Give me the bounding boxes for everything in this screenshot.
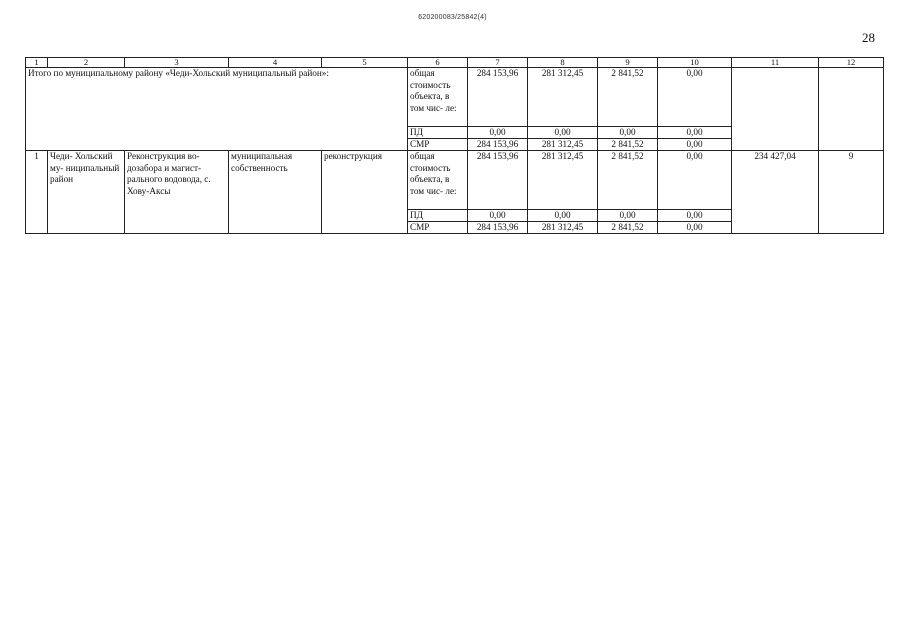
empty-cell <box>732 68 819 151</box>
value-cell: 0,00 <box>528 127 598 139</box>
value-cell: 2 841,52 <box>598 222 658 234</box>
value-cell: 281 312,45 <box>528 68 598 127</box>
item-col11-value: 234 427,04 <box>732 151 819 234</box>
value-cell: 2 841,52 <box>598 139 658 151</box>
document-number: 620200083/25842(4) <box>418 14 487 21</box>
value-cell: 0,00 <box>658 210 732 222</box>
value-cell: 284 153,96 <box>468 139 528 151</box>
column-header: 8 <box>528 58 598 68</box>
value-cell: 0,00 <box>658 222 732 234</box>
value-cell: 281 312,45 <box>528 139 598 151</box>
value-cell: 284 153,96 <box>468 151 528 210</box>
column-header: 12 <box>819 58 884 68</box>
value-cell: 281 312,45 <box>528 222 598 234</box>
cost-type-cell: ПД <box>408 127 468 139</box>
cost-type-cell: общая стоимость объекта, в том чис- ле: <box>408 68 468 127</box>
item-col12-value: 9 <box>819 151 884 234</box>
column-header: 5 <box>322 58 408 68</box>
column-header: 2 <box>48 58 125 68</box>
cost-type-cell: СМР <box>408 222 468 234</box>
page-number: 28 <box>862 30 875 45</box>
item-ownership: муниципальная собственность <box>229 151 322 234</box>
value-cell: 284 153,96 <box>468 68 528 127</box>
value-cell: 284 153,96 <box>468 222 528 234</box>
value-cell: 281 312,45 <box>528 151 598 210</box>
item-row <box>26 151 884 210</box>
value-cell: 0,00 <box>598 210 658 222</box>
investment-table <box>25 57 884 234</box>
column-header: 10 <box>658 58 732 68</box>
item-object: Реконструкция во- дозабора и магист- рального водовода, с. Хову-Аксы <box>125 151 229 234</box>
value-cell: 2 841,52 <box>598 68 658 127</box>
column-header: 4 <box>229 58 322 68</box>
total-label: Итого по муниципальному району «Чеди-Хольский муниципальный район»: <box>26 68 408 151</box>
value-cell: 0,00 <box>658 151 732 210</box>
cost-type-cell: СМР <box>408 139 468 151</box>
column-header: 9 <box>598 58 658 68</box>
empty-cell <box>819 68 884 151</box>
cost-type-cell: ПД <box>408 210 468 222</box>
value-cell: 0,00 <box>468 210 528 222</box>
cost-type-cell: общая стоимость объекта, в том чис- ле: <box>408 151 468 210</box>
column-header: 11 <box>732 58 819 68</box>
item-index: 1 <box>26 151 48 234</box>
item-work-type: реконструкция <box>322 151 408 234</box>
value-cell: 0,00 <box>658 127 732 139</box>
value-cell: 0,00 <box>658 139 732 151</box>
value-cell: 0,00 <box>528 210 598 222</box>
column-header: 1 <box>26 58 48 68</box>
value-cell: 0,00 <box>658 68 732 127</box>
item-district: Чеди- Хольский му- ниципальный район <box>48 151 125 234</box>
column-header: 7 <box>468 58 528 68</box>
total-row <box>26 68 884 127</box>
column-number-row <box>26 58 884 68</box>
column-header: 6 <box>408 58 468 68</box>
value-cell: 0,00 <box>598 127 658 139</box>
value-cell: 2 841,52 <box>598 151 658 210</box>
column-header: 3 <box>125 58 229 68</box>
value-cell: 0,00 <box>468 127 528 139</box>
